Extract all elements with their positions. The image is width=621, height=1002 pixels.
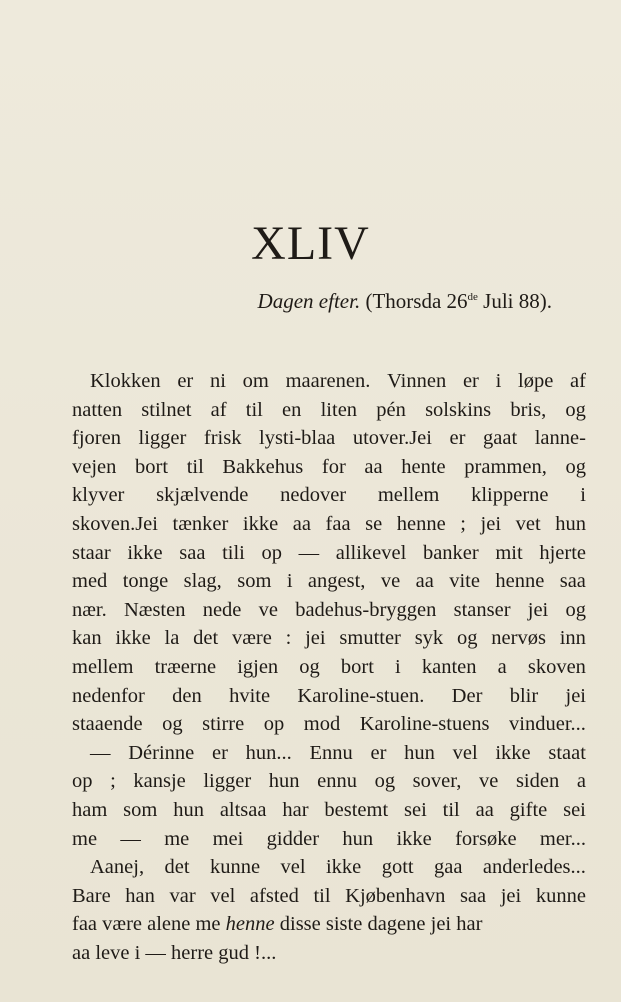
text-line	[72, 624, 586, 653]
text-line-content: ham som hun altsaa har bestemt sei til aa gifte sei	[72, 798, 586, 821]
emphasis-henne: henne	[225, 913, 275, 936]
text-line	[72, 539, 586, 568]
text-line	[72, 910, 586, 939]
text-line-content: me — me mei gidder hun ikke forsøke mer...	[72, 827, 586, 850]
text-line-content: Bare han var vel afsted til Kjøbenhavn saa jei kunne	[72, 884, 586, 907]
text-line-content: — Dérinne er hun... Ennu er hun vel ikke staat	[90, 741, 586, 764]
text-line-content: fjoren ligger frisk lysti-blaa utover.Jei er gaat lanne-	[72, 427, 586, 450]
text-line-content: Aanej, det kunne vel ikke gott gaa anderledes...	[90, 856, 586, 879]
text-line-content: klyver skjælvende nedover mellem klipperne i	[72, 484, 586, 507]
text-line-content: vejen bort til Bakkehus for aa hente prammen, og	[72, 455, 586, 478]
text-line-content: op ; kansje ligger hun ennu og sover, ve siden a	[72, 770, 586, 793]
text-line	[72, 710, 586, 739]
closing-line2: aa leve i — herre gud !...	[72, 941, 277, 964]
text-line-content: med tonge slag, som i angest, ve aa vite henne saa	[72, 570, 586, 593]
text-line-content: kan ikke la det være : jei smutter syk og nervøs inn	[72, 627, 586, 650]
text-line-content: staar ikke saa tili op — allikevel banker mit hjerte	[72, 541, 586, 564]
dateline	[72, 289, 552, 314]
text-line-content: skoven.Jei tænker ikke aa faa se henne ; jei vet hun	[72, 512, 586, 535]
closing-line1: faa være alene me henne disse siste dagene jei har	[72, 910, 482, 939]
text-line	[72, 825, 586, 854]
text-line-last	[72, 939, 586, 968]
text-line	[72, 796, 586, 825]
text-line	[72, 367, 586, 396]
text-line	[72, 767, 586, 796]
text-line	[72, 596, 586, 625]
text-line	[72, 481, 586, 510]
chapter-title: XLIV	[251, 217, 370, 271]
text-line	[72, 424, 586, 453]
text-line	[72, 653, 586, 682]
text-line	[72, 396, 586, 425]
text-line	[72, 567, 586, 596]
paragraphs	[72, 367, 586, 910]
text-line	[72, 682, 586, 711]
dateline-text-a: (Thorsda 26	[365, 289, 468, 313]
text-line	[72, 510, 586, 539]
text-line-content: nedenfor den hvite Karoline-stuen. Der blir jei	[72, 684, 586, 707]
text-line-content: nær. Næsten nede ve badehus-bryggen stanser jei og	[72, 598, 586, 621]
body-text	[72, 367, 586, 967]
dateline-text-b: Juli 88).	[477, 289, 552, 313]
text-line	[72, 739, 586, 768]
dateline-italic: Dagen efter.	[257, 289, 361, 313]
text-line-content: mellem træerne igjen og bort i kanten a skoven	[72, 655, 586, 678]
text-line	[72, 882, 586, 911]
text-line	[72, 453, 586, 482]
text-line	[72, 853, 586, 882]
text-line-content: natten stilnet af til en liten pén solskins bris, og	[72, 398, 586, 421]
text-line-content: staaende og stirre op mod Karoline-stuens vinduer...	[72, 713, 586, 736]
dateline-superscript: de	[467, 291, 478, 303]
text-line-content: Klokken er ni om maarenen. Vinnen er i løpe af	[90, 370, 586, 392]
